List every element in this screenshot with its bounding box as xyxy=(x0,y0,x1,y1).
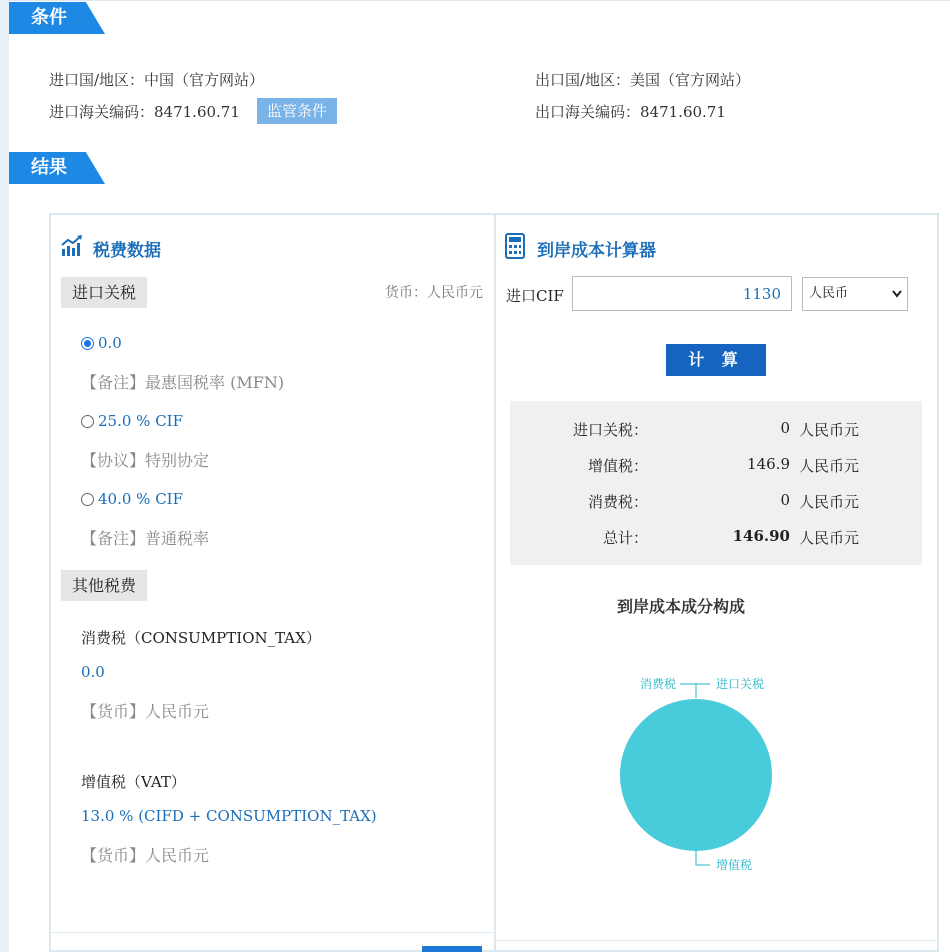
conditions-section-tag xyxy=(9,2,67,34)
chart-title: 到岸成本成分构成 xyxy=(617,597,746,616)
pie-slice-label: 增值税 xyxy=(716,858,753,872)
vat-note: 【货币】人民币元 xyxy=(81,846,210,865)
pie-slice-label: 进口关税 xyxy=(716,677,765,691)
duty-option-general[interactable] xyxy=(81,490,183,508)
cif-input[interactable] xyxy=(572,276,792,311)
total-unit: 人民币元 xyxy=(799,529,860,547)
results-section-label: 结果 xyxy=(31,157,67,178)
radio-icon[interactable] xyxy=(81,415,94,428)
supervise-conditions-button[interactable]: 监管条件 xyxy=(257,98,337,124)
export-hs-code-text: 出口海关编码：8471.60.71 xyxy=(535,103,726,121)
chevron-down-icon xyxy=(891,278,903,322)
pie-label-leader xyxy=(680,684,696,698)
results-section-tag xyxy=(9,152,67,184)
duty-option-mfn[interactable] xyxy=(81,334,122,352)
currency-selected-text: 人民币 xyxy=(809,286,849,301)
consumption-tax-value: 0.0 xyxy=(81,663,105,681)
calculate-button[interactable]: 计 算 xyxy=(666,344,766,376)
result-label: 增值税： xyxy=(587,457,648,475)
pie-label-leader xyxy=(696,851,710,865)
duty-rate-text: 0.0 xyxy=(98,334,122,352)
chart-trend-icon xyxy=(60,234,84,258)
total-value: 146.90 xyxy=(732,527,790,545)
radio-icon[interactable] xyxy=(81,493,94,506)
result-unit: 人民币元 xyxy=(799,457,860,475)
top-rule xyxy=(9,0,950,1)
result-value: 0 xyxy=(780,419,790,437)
calculator-title: 到岸成本计算器 xyxy=(537,241,656,261)
duty-rate-text: 40.0 % CIF xyxy=(98,490,183,508)
duty-note-text: 【协议】特别协定 xyxy=(81,451,210,470)
duty-option-special[interactable] xyxy=(81,412,183,430)
import-hs-code-text: 进口海关编码：8471.60.71 xyxy=(49,103,240,121)
consumption-tax-note: 【货币】人民币元 xyxy=(81,702,210,721)
currency-select[interactable] xyxy=(802,277,908,311)
vat-name: 增值税（VAT） xyxy=(81,773,186,791)
result-label: 消费税： xyxy=(587,493,648,511)
radio-selected-icon[interactable] xyxy=(81,337,94,350)
pie-slice xyxy=(620,699,772,851)
import-country-text: 进口国/地区：中国（官方网站） xyxy=(49,71,265,89)
total-label: 总计： xyxy=(602,529,648,547)
export-country-text: 出口国/地区：美国（官方网站） xyxy=(535,71,751,89)
consumption-tax-name: 消费税（CONSUMPTION_TAX） xyxy=(81,629,321,647)
tax-data-title: 税费数据 xyxy=(93,241,161,261)
left-rule xyxy=(0,0,9,952)
panel-divider xyxy=(51,932,493,933)
result-unit: 人民币元 xyxy=(799,493,860,511)
calculator-icon xyxy=(505,233,525,259)
import-duty-tag: 进口关税 xyxy=(61,277,147,308)
result-value: 0 xyxy=(780,491,790,509)
result-value: 146.9 xyxy=(747,455,790,473)
conditions-section-label: 条件 xyxy=(31,7,67,28)
duty-note-text: 【备注】最惠国税率 (MFN) xyxy=(81,373,285,392)
other-taxes-tag: 其他税费 xyxy=(61,570,147,601)
result-unit: 人民币元 xyxy=(799,421,860,439)
panel-divider xyxy=(496,940,937,941)
vat-value: 13.0 % (CIFD + CONSUMPTION_TAX) xyxy=(81,807,377,825)
duty-note-text: 【备注】普通税率 xyxy=(81,529,210,548)
result-label: 进口关税： xyxy=(572,421,648,439)
cif-label: 进口CIF xyxy=(506,287,564,305)
pie-chart xyxy=(600,660,840,890)
scroll-indicator xyxy=(422,946,482,952)
pie-slice-label: 消费税 xyxy=(639,677,676,691)
pie-label-leader xyxy=(696,684,710,698)
duty-rate-text: 25.0 % CIF xyxy=(98,412,183,430)
currency-note: 货币：人民币元 xyxy=(385,285,483,301)
